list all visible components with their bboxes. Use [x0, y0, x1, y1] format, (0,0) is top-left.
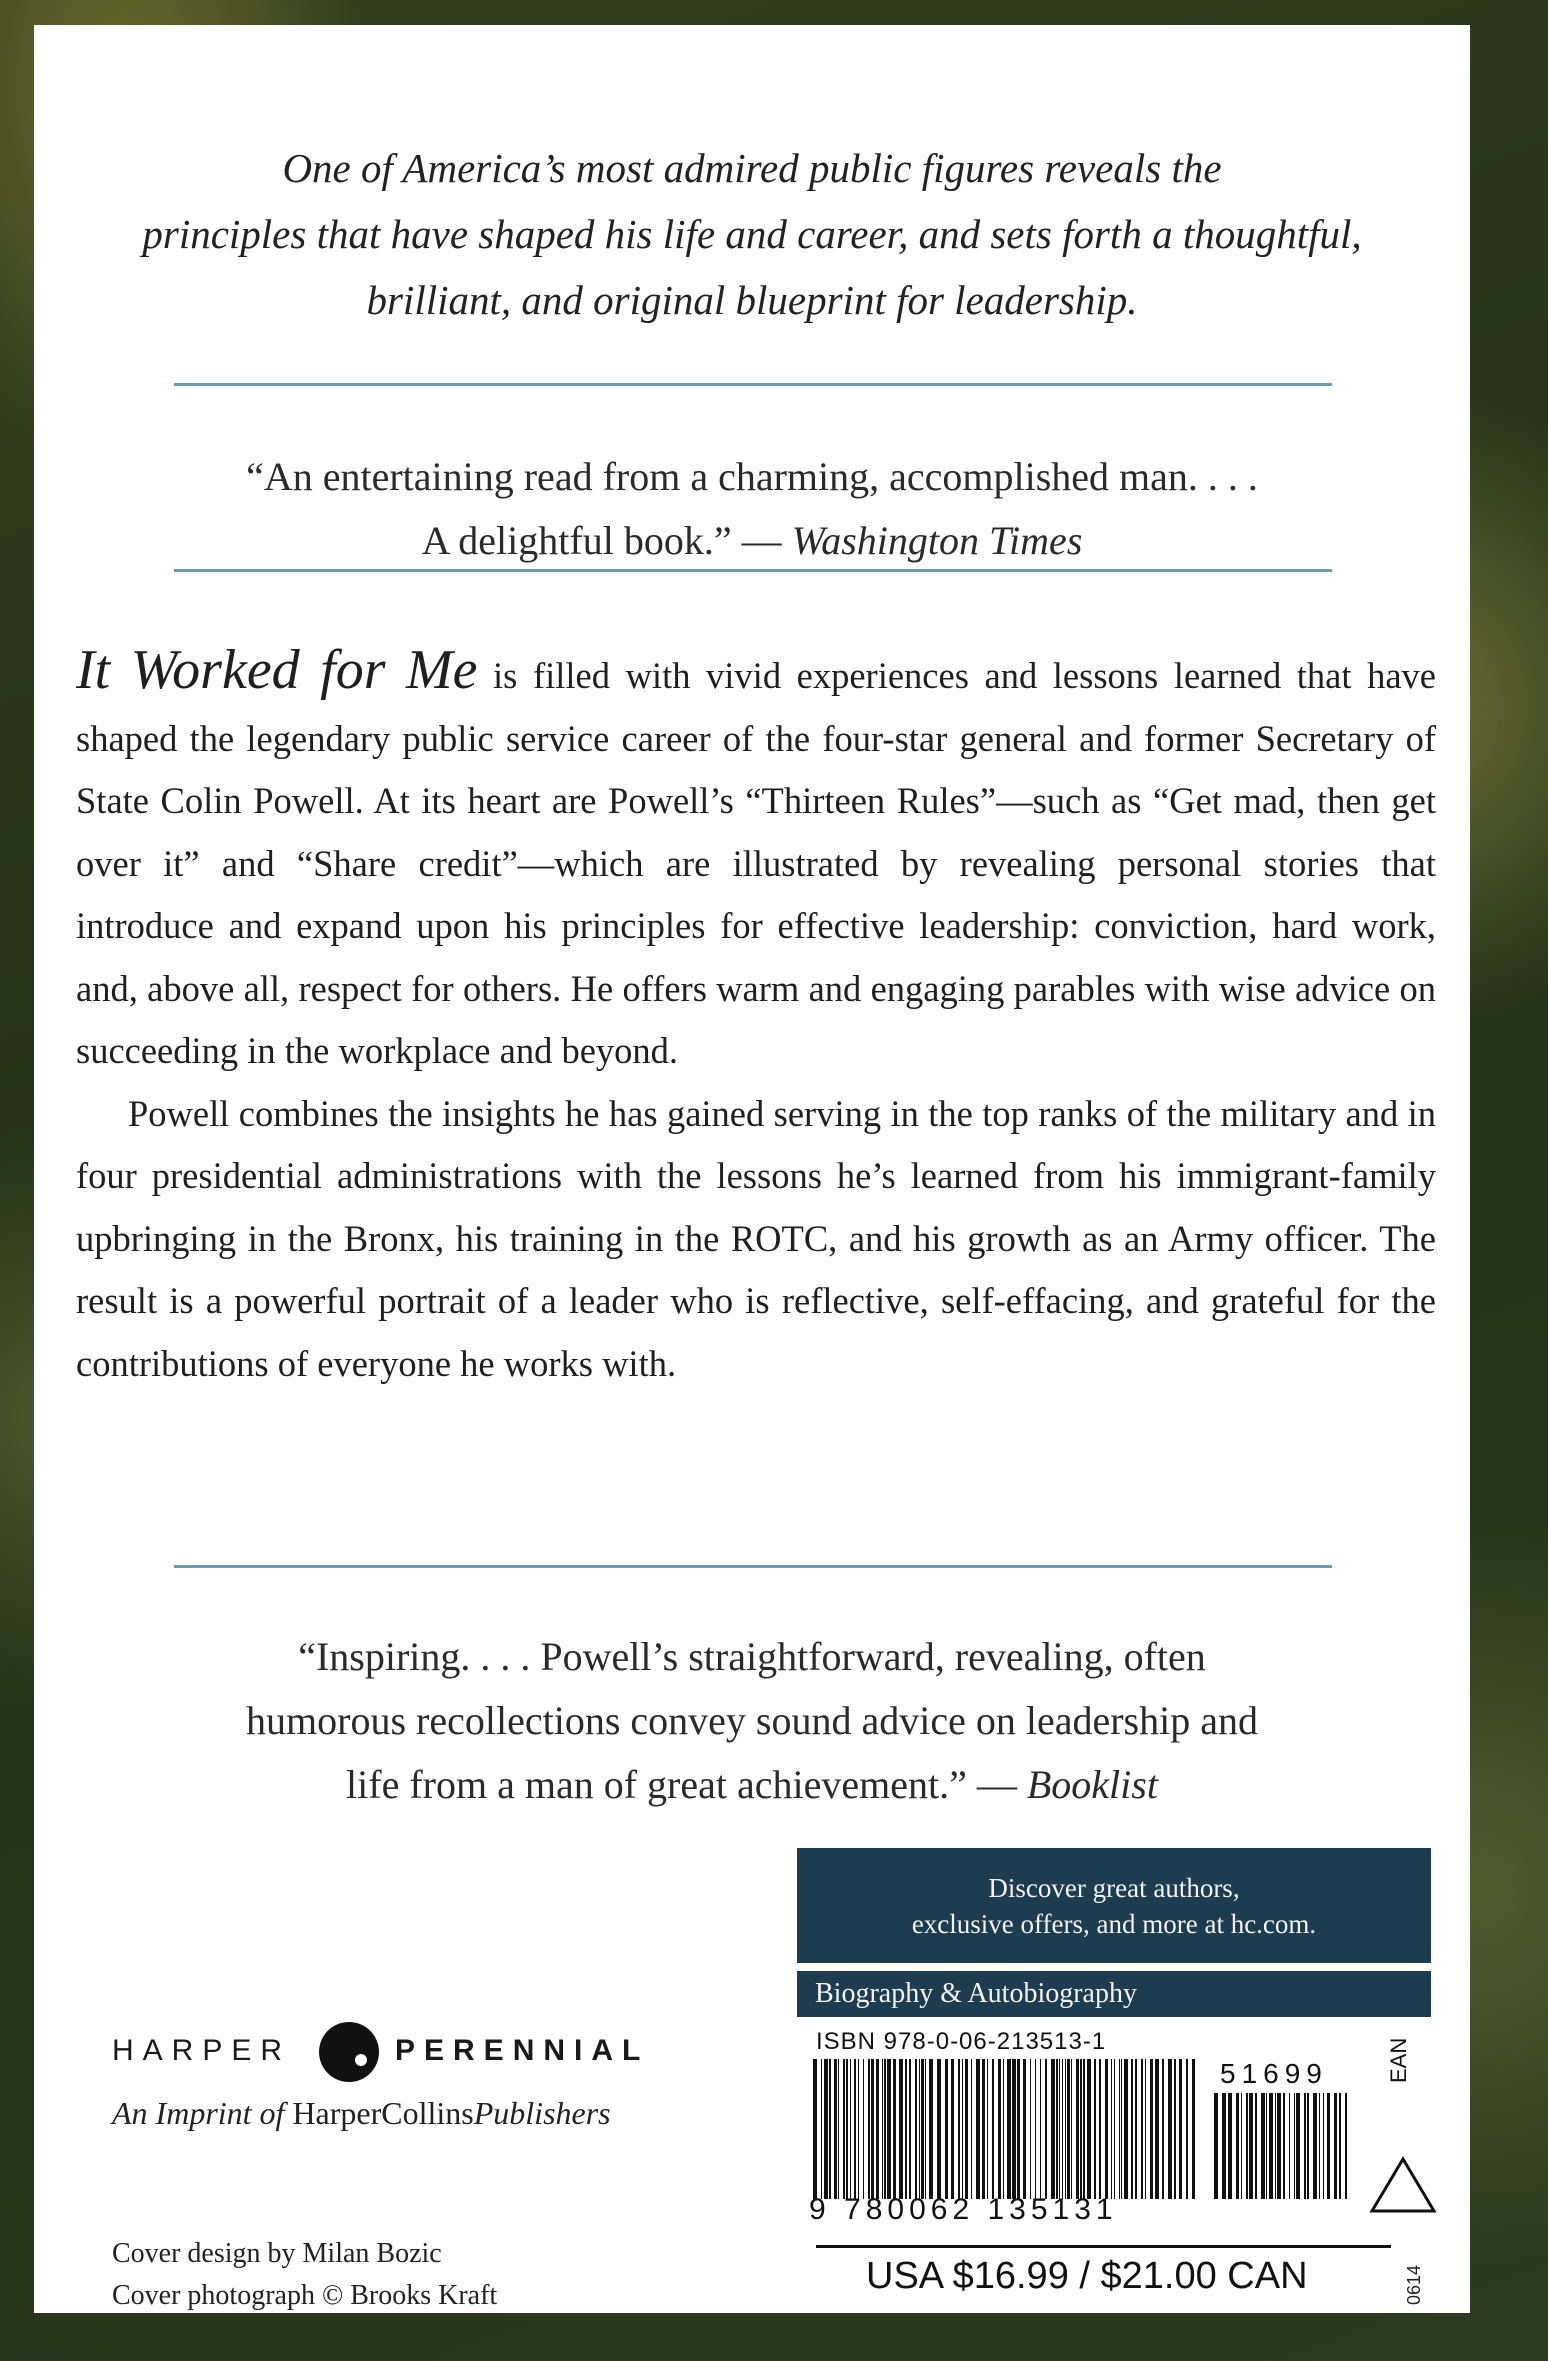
description-paragraph-2: Powell combines the insights he has gained serving in the top ranks of the military and in four presidential administrations with the lessons he’s learned from his immigrant-family upbringing in the Bronx, his training in the ROTC, and his growth as an Army officer. The result is a powerful portrait of a leader who is reflective, self-effacing, and grateful for the contributions of everyone he works with. [76, 1092, 1436, 1384]
barcode-bar [1065, 2059, 1066, 2199]
publisher-perennial: PERENNIAL [395, 2034, 650, 2067]
description-para1-text: is filled with vivid experiences and lessons learned that have shaped the legendary public service career of the four-star general and former Secretary of State Colin Powell. At its heart are Powell’s “Thirteen Rules”—such as “Get mad, then get over it” and “Share credit”—which are illustrated by revealing personal stories that introduce and expand upon his principles for effective leadership: conviction, hard work, and, above all, respect for others. He offers warm and engaging parables with wise advice on succeeding in the workplace and beyond. [76, 655, 1437, 1071]
barcode-bar [846, 2059, 848, 2199]
quote1-source: Washington Times [791, 518, 1083, 563]
barcode-bar [838, 2059, 839, 2199]
quote2-line-3 [134, 1753, 1370, 1817]
isbn-label: ISBN 978-0-06-213513-1 [816, 2028, 1107, 2055]
barcode-bar [1323, 2093, 1324, 2199]
barcode-bar [1105, 2059, 1108, 2199]
barcode-bar [992, 2059, 994, 2199]
barcode-bar [887, 2059, 891, 2199]
barcode-bar [884, 2059, 886, 2199]
barcode-bar [1319, 2093, 1320, 2199]
barcode-bar [899, 2059, 903, 2199]
barcode-bar [1150, 2059, 1153, 2199]
barcode-bar [1327, 2093, 1330, 2199]
barcode-bar [1124, 2059, 1128, 2199]
tagline-line-1: One of America’s most admired public figures reveals the [282, 145, 1222, 191]
price-rule [816, 2245, 1391, 2248]
divider-rule-1 [174, 383, 1332, 386]
barcode-bar [1087, 2059, 1091, 2199]
barcode-bar [1051, 2059, 1055, 2199]
barcode-bar [1083, 2059, 1085, 2199]
barcode-bar [929, 2059, 933, 2199]
triangle-mark-icon [1368, 2155, 1438, 2215]
barcode-bar [958, 2059, 960, 2199]
barcode-bar [1266, 2093, 1267, 2199]
barcode-bar [1114, 2059, 1115, 2199]
barcode-bar [982, 2059, 985, 2199]
print-code: 0614 [1404, 2264, 1424, 2305]
barcode-bar [813, 2059, 817, 2199]
tagline-line-2: principles that have shaped his life and career, and sets forth a thoughtful, [142, 211, 1362, 257]
barcode-bar [1094, 2059, 1096, 2199]
barcode-digits: 9 780062 135131 [809, 2193, 1118, 2226]
barcode-bar [882, 2059, 883, 2199]
barcode-bar [871, 2059, 874, 2199]
barcode-bar [1214, 2093, 1218, 2199]
barcode-bar [1334, 2093, 1337, 2199]
barcode-bar [1062, 2059, 1063, 2199]
barcode-bar [1313, 2093, 1317, 2199]
barcode-bar [1141, 2059, 1143, 2199]
tagline [74, 135, 1430, 333]
barcode-bar [1030, 2059, 1031, 2199]
book-title: It Worked for Me [76, 639, 478, 701]
barcode-bar [1035, 2059, 1036, 2199]
credit-design: Cover design by Milan Bozic [112, 2238, 442, 2269]
barcode-bar [987, 2059, 988, 2199]
description-paragraph-1 [76, 639, 1436, 1083]
barcode-bar [1119, 2059, 1120, 2199]
barcode-bar [1307, 2093, 1309, 2199]
barcode-bar [1012, 2059, 1016, 2199]
quote1-line-2 [134, 509, 1370, 573]
barcode-bar [1174, 2059, 1176, 2199]
quote1-line-1: “An entertaining read from a charming, accomplished man. . . . [246, 454, 1258, 499]
divider-rule-2 [174, 569, 1332, 572]
barcode-bar [1269, 2093, 1273, 2199]
barcode-bar [834, 2059, 837, 2199]
barcode-bar [829, 2059, 831, 2199]
barcode-bar [876, 2059, 879, 2199]
imprint-suffix: Publishers [473, 2095, 611, 2131]
barcode-bar [1249, 2093, 1253, 2199]
barcode-bar [1261, 2093, 1265, 2199]
barcode-bar [1283, 2093, 1285, 2199]
barcode-bar [1155, 2059, 1159, 2199]
barcode-bar [971, 2059, 972, 2199]
barcode-bar [858, 2059, 859, 2199]
promo-box [797, 1848, 1431, 1963]
barcode-bar [1228, 2093, 1232, 2199]
book-description [76, 639, 1436, 1395]
quote2-line-2: humorous recollections convey sound advice on leadership and [246, 1698, 1258, 1743]
barcode-bar [1121, 2059, 1122, 2199]
barcode-bar [1131, 2059, 1133, 2199]
price-label: USA $16.99 / $21.00 CAN [866, 2255, 1308, 2297]
barcode-bar [1289, 2093, 1290, 2199]
barcode-main-icon [811, 2059, 1201, 2199]
barcode-bar [1076, 2059, 1079, 2199]
review-quote-booklist [134, 1625, 1370, 1817]
barcode-bar [854, 2059, 856, 2199]
barcode-bar [915, 2059, 917, 2199]
cover-panel [34, 25, 1470, 2313]
barcode-bar [1241, 2093, 1242, 2199]
barcode-bar [1277, 2093, 1281, 2199]
barcode-bar [1059, 2059, 1060, 2199]
barcode-bar [1339, 2093, 1341, 2199]
barcode-bar [1192, 2059, 1195, 2199]
barcode-bar [965, 2059, 968, 2199]
review-quote-washington-times [134, 445, 1370, 573]
barcode-bar [1003, 2059, 1004, 2199]
barcode-bar [868, 2059, 870, 2199]
barcode-bar [1255, 2093, 1257, 2199]
barcode-bar [1179, 2059, 1182, 2199]
barcode-bar [945, 2059, 948, 2199]
barcode-bar [1294, 2093, 1295, 2199]
promo-line-1: Discover great authors, [988, 1873, 1240, 1903]
publisher-harper: HARPER [112, 2034, 292, 2067]
imprint-prefix: An Imprint of [112, 2095, 285, 2131]
barcode-bar [1345, 2093, 1347, 2199]
barcode-bar [925, 2059, 926, 2199]
barcode-bar [1099, 2059, 1101, 2199]
cover-credits [112, 2233, 497, 2317]
barcode-bar [998, 2059, 1001, 2199]
divider-rule-3 [174, 1565, 1332, 1568]
barcode-bar [921, 2059, 924, 2199]
barcode-bar [1080, 2059, 1082, 2199]
promo-line-2: exclusive offers, and more at hc.com. [911, 1909, 1317, 1939]
barcode-bar [1056, 2059, 1058, 2199]
barcode-bar [1162, 2059, 1164, 2199]
barcode-bar [1135, 2059, 1137, 2199]
barcode-bar [1236, 2093, 1239, 2199]
quote1-line-2-text: A delightful book.” — [421, 518, 782, 563]
ean-label: EAN [1386, 2037, 1411, 2083]
credit-photo: Cover photograph © Brooks Kraft [112, 2280, 498, 2311]
barcode-bar [1145, 2059, 1146, 2199]
barcode-bar [905, 2059, 907, 2199]
barcode-bar [1045, 2059, 1047, 2199]
harper-perennial-logo-icon [317, 2020, 381, 2084]
imprint-name: HarperCollins [292, 2095, 474, 2131]
barcode-addon-icon [1212, 2093, 1352, 2199]
quote2-line-3-text: life from a man of great achievement.” — [346, 1762, 1017, 1807]
barcode-bar [821, 2059, 822, 2199]
barcode-bar [1222, 2093, 1226, 2199]
barcode-bar [1304, 2093, 1306, 2199]
barcode-bar [1168, 2059, 1172, 2199]
barcode-bar [909, 2059, 911, 2199]
category-box: Biography & Autobiography [797, 1971, 1431, 2017]
barcode-bar [1275, 2093, 1276, 2199]
barcode-bar [962, 2059, 963, 2199]
barcode-bar [893, 2059, 896, 2199]
barcode-bar [1040, 2059, 1041, 2199]
barcode-bar [1246, 2093, 1248, 2199]
imprint-line [112, 2095, 611, 2132]
barcode-bar [1111, 2059, 1112, 2199]
barcode-bar [1296, 2093, 1300, 2199]
barcode-bar [1023, 2059, 1026, 2199]
barcode-bar [850, 2059, 851, 2199]
barcode-bar [1071, 2059, 1072, 2199]
tagline-line-3: brilliant, and original blueprint for leadership. [366, 277, 1138, 323]
barcode-bar [976, 2059, 980, 2199]
quote2-source: Booklist [1026, 1762, 1158, 1807]
quote2-line-1: “Inspiring. . . . Powell’s straightforward, revealing, often [298, 1634, 1206, 1679]
barcode-bar [1186, 2059, 1188, 2199]
barcode-bar [824, 2059, 828, 2199]
barcode-bar [937, 2059, 941, 2199]
barcode-addon-number: 51699 [1220, 2058, 1328, 2089]
barcode-bar [1017, 2059, 1020, 2199]
barcode-bar [1007, 2059, 1011, 2199]
barcode-bar [863, 2059, 864, 2199]
barcode-bar [843, 2059, 845, 2199]
barcode-bar [1067, 2059, 1070, 2199]
barcode-bar [951, 2059, 954, 2199]
barcode-bar [919, 2059, 920, 2199]
